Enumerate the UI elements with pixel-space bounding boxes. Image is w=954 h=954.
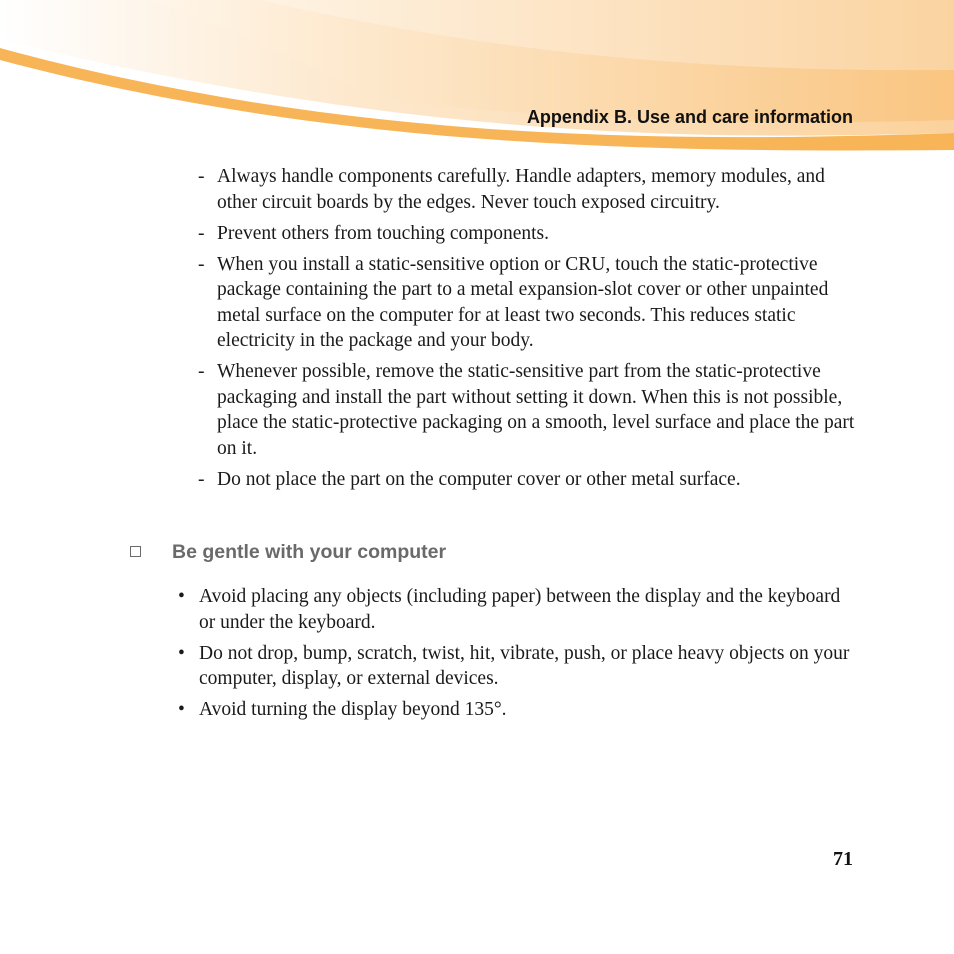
bullet-list: [178, 584, 858, 728]
dash-item: - When you install a static-sensitive option or CRU, touch the static-protective package containing the part to a metal expansion-slot cover or other unpainted metal surface on the computer for at least two seconds. This reduces static electricity in the package and your body.: [198, 253, 829, 351]
bullet-marker: •: [178, 586, 185, 607]
section-heading: [130, 541, 446, 564]
bullet-item: • Avoid turning the display beyond 135°.: [178, 697, 858, 723]
dash-marker: -: [198, 222, 205, 244]
page-number: 71: [833, 848, 853, 870]
dash-list: [198, 164, 858, 498]
dash-marker: -: [198, 253, 205, 275]
header-decoration: [0, 0, 954, 160]
dash-item: - Whenever possible, remove the static-sensitive part from the static-protective packaging and install the part without setting it down. When this is not possible, place the static-protective packaging on a smooth, level surface and place the part on it.: [198, 361, 855, 459]
section-title: Be gentle with your computer: [172, 541, 447, 563]
dash-marker: -: [198, 361, 205, 382]
bullet-marker: •: [178, 699, 185, 720]
dash-marker: -: [198, 166, 205, 187]
bullet-marker: •: [178, 642, 185, 664]
dash-marker: -: [198, 468, 205, 490]
square-bullet-icon: [130, 546, 141, 557]
bullet-item: • Avoid placing any objects (including paper) between the display and the keyboard or under the keyboard.: [178, 586, 841, 633]
header-title: Appendix B. Use and care information: [526, 107, 853, 127]
bullet-item: • Do not drop, bump, scratch, twist, hit, vibrate, push, or place heavy objects on your computer, display, or external devices.: [178, 642, 850, 689]
dash-item: - Prevent others from touching components.: [198, 221, 858, 247]
dash-item: - Always handle components carefully. Handle adapters, memory modules, and other circuit boards by the edges. Never touch exposed circuitry.: [198, 166, 825, 213]
dash-item: - Do not place the part on the computer cover or other metal surface.: [198, 467, 858, 493]
